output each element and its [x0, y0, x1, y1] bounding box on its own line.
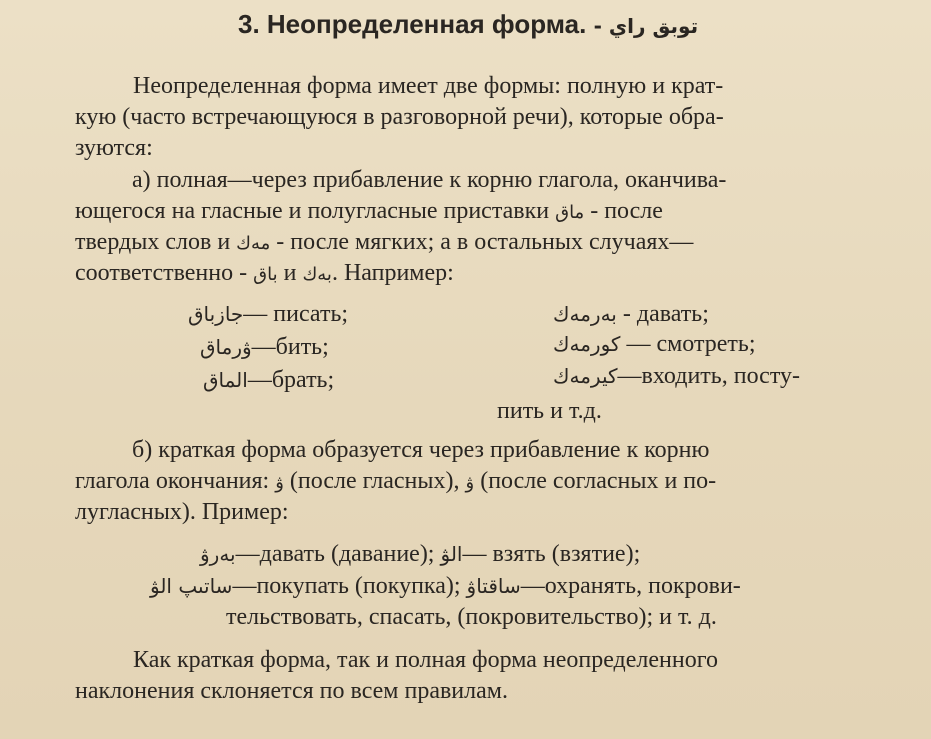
short-form-line-2: [75, 467, 716, 497]
full-form-line-2-text: ющегося на гласные и полугласные приставки: [75, 198, 550, 224]
example-full-3-left: [203, 366, 334, 394]
suffix-bek: بەك: [302, 264, 332, 285]
example-translation: — взять (взятие);: [462, 541, 641, 567]
short-form-line-2-mid: (после гласных),: [289, 468, 460, 494]
example-translation: —входить, посту-: [617, 363, 800, 389]
example-full-2-left: [200, 333, 329, 361]
intro-line-2: кую (часто встречающуюся в разговорной речи), которые обра-: [75, 104, 724, 130]
example-word-arabic: ساقتاۋ: [466, 574, 521, 598]
short-form-line-1: б) краткая форма образуется через прибавление к корню: [132, 437, 710, 463]
suffix-baq: باق: [253, 264, 278, 285]
full-form-line-4: [75, 259, 454, 289]
example-word-arabic: بەرۋ: [200, 542, 236, 566]
full-form-line-3-text: твердых слов и: [75, 229, 231, 255]
example-word-arabic: كيرمەك: [553, 364, 618, 388]
full-form-line-4-mid: и: [283, 260, 297, 286]
full-form-line-4-end: . Например:: [331, 260, 454, 286]
example-short-line-1: [200, 540, 640, 568]
example-full-tail: пить и т.д.: [497, 398, 602, 424]
conclusion-line-1: Как краткая форма, так и полная форма неопределенного: [133, 647, 718, 673]
full-form-line-4-text: соответственно -: [75, 260, 248, 286]
short-form-line-2-text: глагола окончания:: [75, 468, 270, 494]
section-title: 3. Неопределенная форма.: [238, 9, 587, 39]
example-word-arabic: بەرمەك: [553, 302, 617, 326]
example-full-1-left: [188, 300, 348, 328]
suffix-w-vowel: ۋ: [275, 472, 284, 493]
example-translation: —бить;: [251, 334, 329, 360]
intro-line-3: зуются:: [75, 135, 153, 161]
full-form-line-3: [75, 228, 693, 258]
example-short-line-2: [150, 572, 741, 600]
suffix-w-consonant: ۋ: [465, 472, 475, 493]
full-form-line-3-end: - после мягких; а в остальных случаях—: [276, 229, 694, 255]
example-full-3-right: [553, 362, 800, 390]
suffix-maq: ماق: [555, 202, 585, 223]
suffix-mek: مەك: [236, 233, 271, 254]
conclusion-line-2: наклонения склоняется по всем правилам.: [75, 678, 508, 704]
example-translation: - давать;: [616, 301, 709, 327]
example-translation: — писать;: [243, 301, 349, 327]
example-word-arabic: جازباق: [188, 302, 244, 326]
example-word-arabic: كورمەك: [553, 332, 621, 356]
intro-line-1: Неопределенная форма имеет две формы: полную и крат-: [133, 73, 724, 99]
section-title-arabic: - توبق راي: [593, 14, 699, 38]
example-full-2-right: [553, 330, 756, 358]
example-translation: — смотреть;: [620, 331, 756, 357]
section-heading: [238, 10, 698, 40]
short-form-line-2-end: (после согласных и по-: [480, 468, 717, 494]
example-translation: —охранять, покрови-: [520, 573, 741, 599]
full-form-line-1: а) полная—через прибавление к корню глагола, оканчива-: [132, 167, 727, 193]
full-form-line-2-end: - после: [590, 198, 663, 224]
example-word-arabic: ساتىپ الۋ: [150, 574, 233, 598]
example-word-arabic: ۋرماق: [200, 335, 252, 359]
example-translation: —давать (давание);: [235, 541, 435, 567]
short-form-line-3: лугласных). Пример:: [75, 499, 289, 525]
example-word-arabic: الماق: [203, 368, 248, 392]
full-form-line-2: [75, 197, 663, 227]
example-translation: —покупать (покупка);: [232, 573, 461, 599]
example-full-1-right: [553, 300, 709, 328]
example-word-arabic: الۋ: [440, 542, 463, 566]
example-translation: —брать;: [247, 367, 335, 393]
example-short-line-3: тельствовать, спасать, (покровительство); и т. д.: [226, 604, 717, 630]
